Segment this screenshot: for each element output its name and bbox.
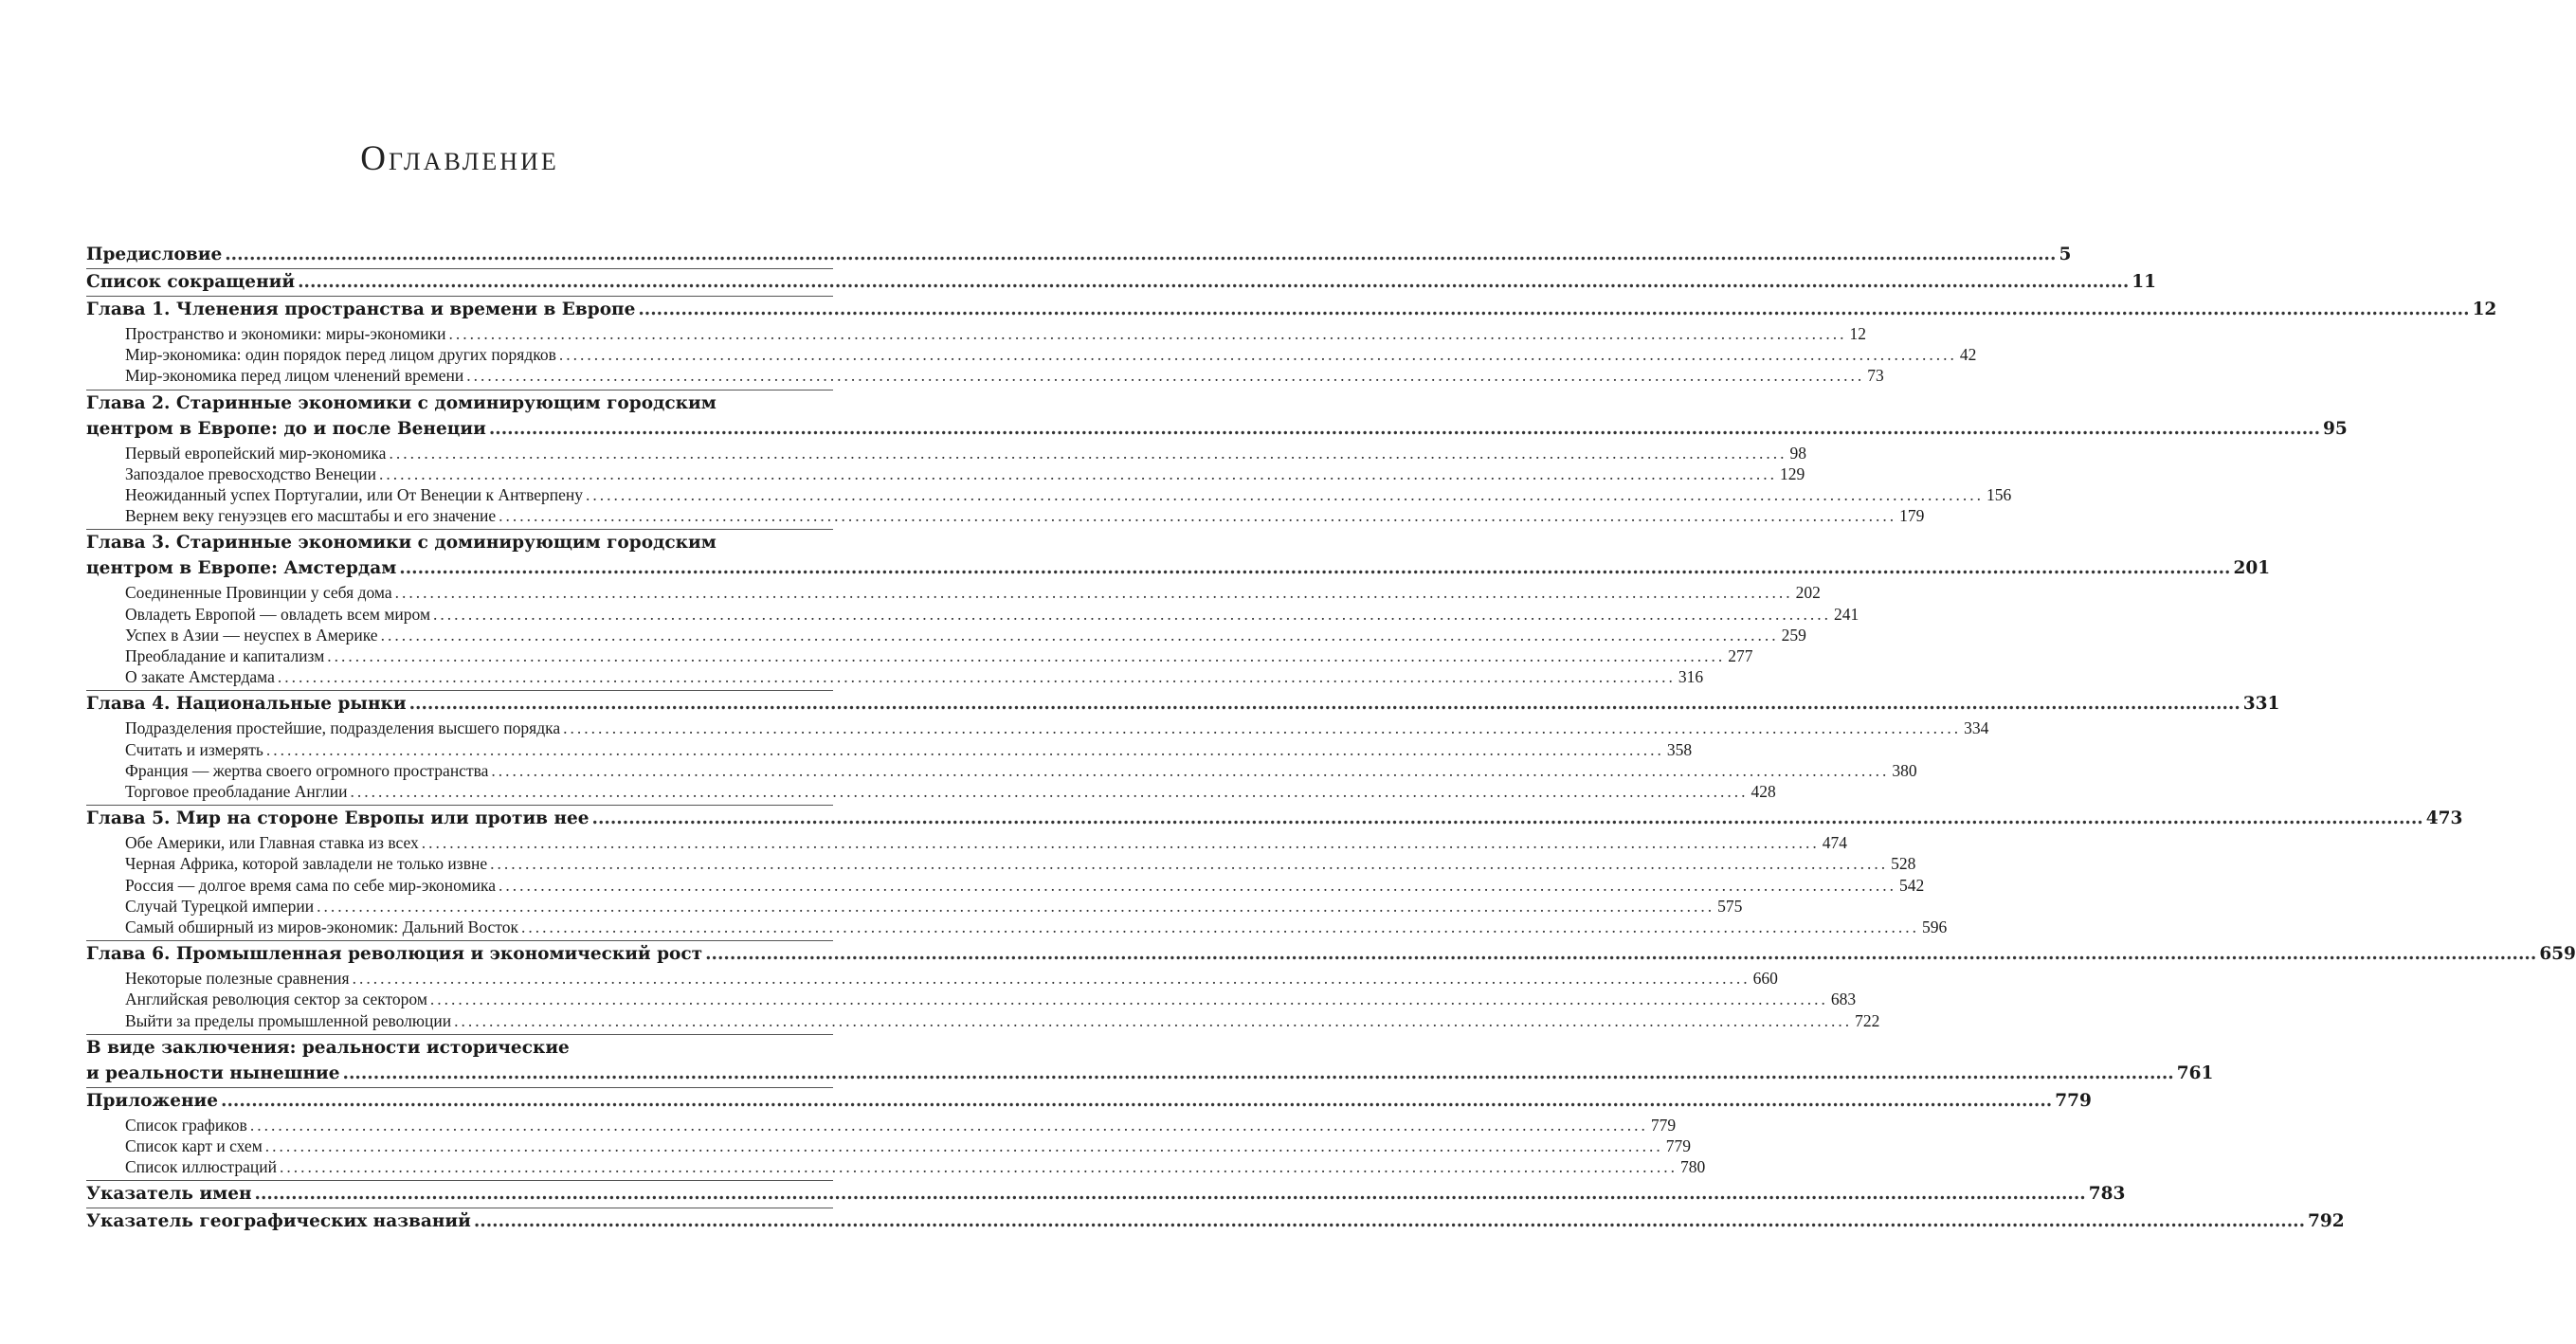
section-page-number: 596 [1921, 917, 1948, 937]
chapter-label: и реальности нынешние [86, 1062, 340, 1083]
dot-leader: ........................................................................................................................................................................................................ [277, 667, 1676, 687]
section-row[interactable] [125, 896, 1743, 917]
section-row[interactable] [125, 625, 1806, 645]
dot-leader: ............................................................................................................................................................................................................................................................................................................ [225, 245, 2057, 264]
section-label: Обе Америки, или Главная ставка из всех [125, 833, 419, 853]
chapter-label: Указатель имен [86, 1184, 252, 1205]
chapter-page-number: 659 [2539, 944, 2576, 965]
chapter-row[interactable] [86, 555, 2271, 582]
chapter-label: Приложение [86, 1090, 218, 1111]
chapter-page-number: 779 [2055, 1090, 2092, 1111]
section-label: Запоздалое превосходство Венеции [125, 463, 377, 483]
section-label: Пространство и экономики: миры-экономики [125, 324, 446, 343]
dot-leader: ........................................................................................................................................................................................................ [466, 366, 1865, 386]
section-page-number: 334 [1964, 718, 1989, 738]
chapter-label: Предисловие [86, 245, 223, 264]
section-row[interactable] [125, 853, 1916, 874]
section-row[interactable] [125, 875, 1925, 896]
toc-entry [86, 691, 2280, 806]
dot-leader: ........................................................................................................................................................................................................ [350, 782, 1749, 802]
section-row[interactable] [125, 1115, 1677, 1135]
chapter-page-number: 783 [2088, 1184, 2126, 1205]
dot-leader: ........................................................................................................................................................................................................ [454, 1010, 1853, 1030]
chapter-title-line[interactable]: Глава 3. Старинные экономики с доминирующим городским [86, 533, 717, 554]
section-row[interactable] [125, 443, 1806, 463]
section-list [86, 968, 1880, 1034]
dot-leader: ............................................................................................................................................................................................................................................................................................................ [638, 300, 2470, 319]
section-label: Список карт и схем [125, 1136, 263, 1156]
section-row[interactable] [125, 505, 1925, 526]
dot-leader: ........................................................................................................................................................................................................ [389, 443, 1787, 463]
section-label: Неожиданный успех Португалии, или От Венеции к Антверпену [125, 485, 584, 505]
section-label: Выйти за пределы промышленной революции [125, 1010, 452, 1030]
dot-leader: ........................................................................................................................................................................................................ [558, 345, 1957, 365]
dot-leader: ........................................................................................................................................................................................................ [352, 969, 1751, 989]
chapter-row[interactable] [86, 1181, 2126, 1208]
section-page-number: 779 [1650, 1115, 1677, 1135]
section-page-number: 316 [1678, 667, 1704, 687]
chapter-page-number: 5 [2059, 245, 2072, 264]
section-page-number: 660 [1752, 969, 1778, 989]
dot-leader: ............................................................................................................................................................................................................................................................................................................ [408, 694, 2240, 715]
dot-leader: ............................................................................................................................................................................................................................................................................................................ [705, 944, 2537, 965]
dot-leader: ........................................................................................................................................................................................................ [265, 739, 1664, 759]
section-list [86, 717, 1989, 805]
section-page-number: 179 [1899, 506, 1925, 526]
chapter-page-number: 761 [2176, 1062, 2214, 1083]
dot-leader: ............................................................................................................................................................................................................................................................................................................ [488, 418, 2321, 439]
section-page-number: 129 [1780, 463, 1805, 483]
chapter-label: Глава 5. Мир на стороне Европы или против нее [86, 808, 590, 829]
section-label: Мир-экономика перед лицом членений времени [125, 366, 464, 386]
section-row[interactable] [125, 604, 1859, 625]
dot-leader: ........................................................................................................................................................................................................ [491, 760, 1890, 780]
section-page-number: 42 [1959, 345, 1977, 365]
section-page-number: 277 [1728, 646, 1753, 666]
toc-entry [86, 806, 2463, 941]
dot-leader: ........................................................................................................................................................................................................ [317, 896, 1715, 916]
chapter-label: Глава 4. Национальные рынки [86, 694, 407, 715]
section-label: Овладеть Европой — овладеть всем миром [125, 604, 431, 624]
dot-leader: ........................................................................................................................................................................................................ [394, 583, 1793, 603]
toc-entry [86, 390, 2348, 531]
section-list [86, 832, 1948, 940]
chapter-row[interactable] [86, 269, 2157, 296]
chapter-page-number: 473 [2425, 808, 2463, 829]
section-label: Торговое преобладание Англии [125, 782, 348, 802]
toc-entry [86, 530, 2271, 691]
section-label: Самый обширный из миров-экономик: Дальний Восток [125, 917, 518, 937]
chapter-page-number: 12 [2472, 300, 2497, 319]
section-row[interactable] [125, 666, 1704, 687]
chapter-row[interactable] [86, 941, 2576, 968]
section-row[interactable] [125, 1135, 1692, 1156]
chapter-label: центром в Европе: до и после Венеции [86, 418, 486, 439]
dot-leader: ........................................................................................................................................................................................................ [264, 1136, 1663, 1156]
dot-leader: ........................................................................................................................................................................................................ [380, 625, 1779, 645]
chapter-page-number: 11 [2132, 272, 2157, 292]
dot-leader: ........................................................................................................................................................................................................ [379, 463, 1778, 483]
section-label: Мир-экономика: один порядок перед лицом других порядков [125, 345, 556, 365]
chapter-page-number: 95 [2323, 418, 2348, 439]
section-label: Соединенные Провинции у себя дома [125, 583, 392, 603]
dot-leader: ........................................................................................................................................................................................................ [586, 485, 1985, 505]
section-page-number: 779 [1665, 1136, 1692, 1156]
section-row[interactable] [125, 365, 1884, 386]
section-page-number: 528 [1891, 854, 1916, 874]
section-list [86, 323, 1977, 390]
chapter-page-number: 792 [2308, 1211, 2345, 1232]
section-label: Считать и измерять [125, 739, 263, 759]
chapter-row[interactable] [86, 1208, 2345, 1235]
section-page-number: 12 [1849, 324, 1866, 343]
section-label: Преобладание и капитализм [125, 646, 325, 666]
section-page-number: 259 [1781, 625, 1806, 645]
toc-entry [86, 242, 2072, 269]
section-label: О закате Амстердама [125, 667, 275, 687]
section-label: Список иллюстраций [125, 1157, 277, 1177]
toc-entry [86, 941, 2576, 1035]
section-list [86, 1115, 1706, 1181]
dot-leader: ........................................................................................................................................................................................................ [433, 604, 1832, 624]
section-page-number: 241 [1834, 604, 1859, 624]
dot-leader: ............................................................................................................................................................................................................................................................................................................ [591, 808, 2423, 829]
dot-leader: ........................................................................................................................................................................................................ [421, 833, 1820, 853]
chapter-title-line[interactable]: Глава 2. Старинные экономики с доминирующим городским [86, 392, 717, 413]
section-label: Россия — долгое время сама по себе мир-экономика [125, 875, 496, 895]
section-label: Список графиков [125, 1115, 247, 1135]
chapter-page-number: 331 [2242, 694, 2280, 715]
chapter-label: центром в Европе: Амстердам [86, 558, 397, 579]
section-label: Первый европейский мир-экономика [125, 443, 387, 463]
dot-leader: ............................................................................................................................................................................................................................................................................................................ [221, 1090, 2053, 1111]
section-row[interactable] [125, 645, 1753, 666]
section-page-number: 156 [1986, 485, 2012, 505]
chapter-row[interactable] [86, 1088, 2092, 1115]
section-row[interactable] [125, 717, 1989, 738]
section-label: Вернем веку генуэзцев его масштабы и его значение [125, 506, 497, 526]
section-row[interactable] [125, 760, 1917, 781]
dot-leader: ........................................................................................................................................................................................................ [429, 990, 1828, 1009]
chapter-row[interactable] [86, 691, 2280, 717]
section-page-number: 474 [1822, 833, 1847, 853]
section-label: Франция — жертва своего огромного пространства [125, 760, 489, 780]
section-page-number: 73 [1867, 366, 1884, 386]
toc-entry [86, 1035, 2214, 1088]
toc-entry [86, 1181, 2126, 1208]
table-of-contents [86, 242, 2576, 1235]
chapter-page-number: 201 [2233, 558, 2271, 579]
page-title: Оглавление [360, 139, 559, 178]
section-label: Английская революция сектор за сектором [125, 990, 427, 1009]
section-label: Случай Турецкой империи [125, 896, 315, 916]
chapter-row[interactable] [86, 416, 2348, 443]
dot-leader: ........................................................................................................................................................................................................ [563, 718, 1962, 738]
section-label: Подразделения простейшие, подразделения высшего порядка [125, 718, 561, 738]
section-list [86, 443, 2012, 530]
dot-leader: ........................................................................................................................................................................................................ [327, 646, 1726, 666]
dot-leader: ........................................................................................................................................................................................................ [448, 324, 1847, 343]
section-page-number: 683 [1830, 990, 1857, 1009]
chapter-label: Указатель географических названий [86, 1211, 471, 1232]
toc-entry [86, 269, 2157, 297]
section-page-number: 358 [1666, 739, 1693, 759]
section-page-number: 722 [1855, 1010, 1880, 1030]
chapter-row[interactable] [86, 1061, 2214, 1087]
chapter-title-line[interactable]: В виде заключения: реальности исторические [86, 1037, 570, 1058]
section-row[interactable] [125, 463, 1805, 484]
dot-leader: ........................................................................................................................................................................................................ [499, 506, 1897, 526]
section-page-number: 780 [1679, 1157, 1706, 1177]
section-row[interactable] [125, 968, 1778, 989]
dot-leader: ............................................................................................................................................................................................................................................................................................................ [342, 1062, 2174, 1083]
section-row[interactable] [125, 1156, 1706, 1177]
dot-leader: ............................................................................................................................................................................................................................................................................................................ [473, 1211, 2306, 1232]
chapter-label: Глава 6. Промышленная революция и экономический рост [86, 944, 703, 965]
section-label: Успех в Азии — неуспех в Америке [125, 625, 378, 645]
section-row[interactable] [125, 344, 1977, 365]
section-page-number: 575 [1717, 896, 1743, 916]
dot-leader: ........................................................................................................................................................................................................ [520, 917, 1919, 937]
section-row[interactable] [125, 582, 1821, 603]
dot-leader: ........................................................................................................................................................................................................ [249, 1115, 1648, 1135]
section-row[interactable] [125, 832, 1847, 853]
section-row[interactable] [125, 323, 1866, 344]
toc-entry [86, 1088, 2092, 1182]
toc-entry [86, 1208, 2345, 1235]
section-row[interactable] [125, 917, 1948, 937]
section-page-number: 380 [1892, 760, 1917, 780]
dot-leader: ............................................................................................................................................................................................................................................................................................................ [298, 272, 2130, 292]
section-row[interactable] [125, 1010, 1880, 1031]
chapter-row[interactable] [86, 806, 2463, 832]
section-label: Некоторые полезные сравнения [125, 969, 350, 989]
dot-leader: ............................................................................................................................................................................................................................................................................................................ [254, 1184, 2086, 1205]
section-page-number: 542 [1898, 875, 1925, 895]
section-row[interactable] [125, 781, 1776, 802]
chapter-label: Список сокращений [86, 272, 296, 292]
dot-leader: ............................................................................................................................................................................................................................................................................................................ [399, 558, 2231, 579]
section-row[interactable] [125, 989, 1857, 1009]
section-page-number: 202 [1795, 583, 1821, 603]
section-row[interactable] [125, 739, 1693, 760]
toc-entry [86, 297, 2497, 390]
chapter-row[interactable] [86, 242, 2072, 268]
dot-leader: ........................................................................................................................................................................................................ [498, 875, 1896, 895]
section-page-number: 428 [1751, 782, 1776, 802]
dot-leader: ........................................................................................................................................................................................................ [490, 854, 1889, 874]
chapter-label: Глава 1. Членения пространства и времени в Европе [86, 300, 636, 319]
chapter-row[interactable] [86, 297, 2497, 323]
section-list [86, 582, 1859, 690]
section-label: Черная Африка, которой завладели не только извне [125, 854, 488, 874]
dot-leader: ........................................................................................................................................................................................................ [279, 1157, 1678, 1177]
section-row[interactable] [125, 484, 2012, 505]
section-page-number: 98 [1789, 443, 1806, 463]
